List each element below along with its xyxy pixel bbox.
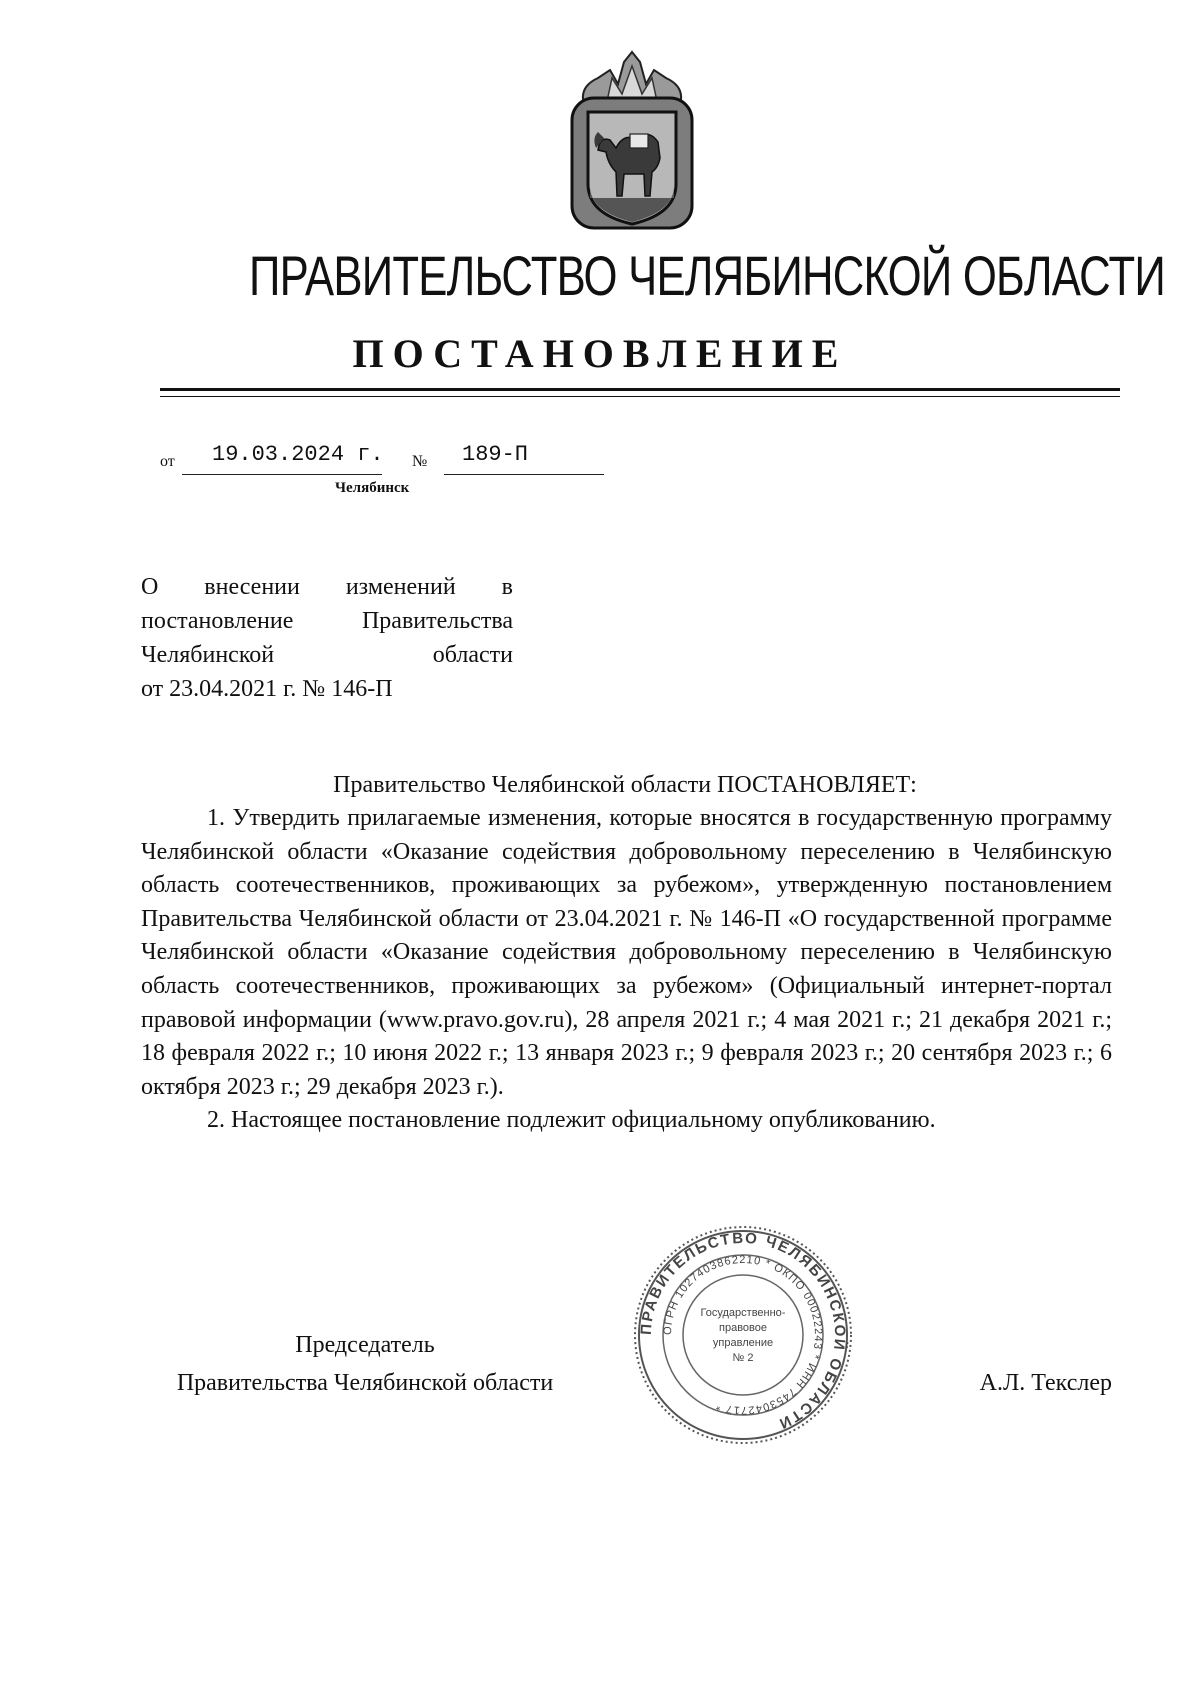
number-underline [444,474,604,475]
stamp-center-line: № 2 [732,1352,754,1364]
stamp-inner-text: ОГРН 1027403862210 * ОКПО 00022243 * ИНН 7453042717 * [661,1253,825,1417]
signatory-name: А.Л. Текслер [979,1370,1112,1396]
preamble: Правительство Челябинской области ПОСТАНОВЛЯЕТ: [333,772,917,798]
document-date: 19.03.2024 г. [212,442,384,467]
number-label: № [412,453,428,470]
organization-title: ПРАВИТЕЛЬСТВО ЧЕЛЯБИНСКОЙ ОБЛАСТИ [249,244,1166,307]
position-line: Правительства Челябинской области [176,1370,554,1396]
document-city: Челябинск [335,480,410,496]
stamp-center-line: Государственно- [700,1307,786,1319]
stamp-outer-text: ПРАВИТЕЛЬСТВО ЧЕЛЯБИНСКОЙ ОБЛАСТИ [637,1229,849,1433]
from-label: от [160,453,175,470]
document-body [141,802,1112,1138]
document-subject [141,570,513,706]
subject-line: О внесении изменений в [141,574,513,600]
official-stamp [632,1224,854,1446]
subject-line: от 23.04.2021 г. № 146-П [141,676,393,702]
subject-line: Челябинской области [141,642,513,668]
subject-line: постановление Правительства [141,608,513,634]
position-line: Председатель [295,1332,435,1358]
document-meta [160,442,620,502]
header-rule-thick [160,388,1120,391]
resolution-item: 1. Утвердить прилагаемые изменения, которые вносятся в государственную программу Челябинской области «Оказание содействия добровольному переселению в Челябинскую область соотечественников, проживающих за рубежом», утвержденную постановлением Правительства Челябинской области от 23.04.2021 г. № 146-П «О государственной программе Челябинской области «Оказание содействия добровольному переселению в Челябинскую область соотечественников, проживающих за рубежом» (Официальный интернет-портал правовой информации (www.pravo.gov.ru), 28 апреля 2021 г.; 4 мая 2021 г.; 21 декабря 2021 г.; 18 февраля 2022 г.; 10 июня 2022 г.; 13 января 2023 г.; 9 февраля 2023 г.; 20 сентября 2023 г.; 6 октября 2023 г.; 29 декабря 2023 г.). [141,805,1112,1100]
stamp-center-line: правовое [719,1322,767,1334]
stamp-center-line: управление [712,1337,774,1349]
date-underline [182,474,382,475]
document-number: 189-П [462,442,529,467]
resolution-item: 2. Настоящее постановление подлежит официальному опубликованию. [207,1107,936,1134]
header-rule-thin [160,396,1120,397]
chelyabinsk-coat-of-arms-icon [566,48,698,230]
document-type: ПОСТАНОВЛЕНИЕ [352,331,848,376]
signatory-position [141,1326,589,1402]
